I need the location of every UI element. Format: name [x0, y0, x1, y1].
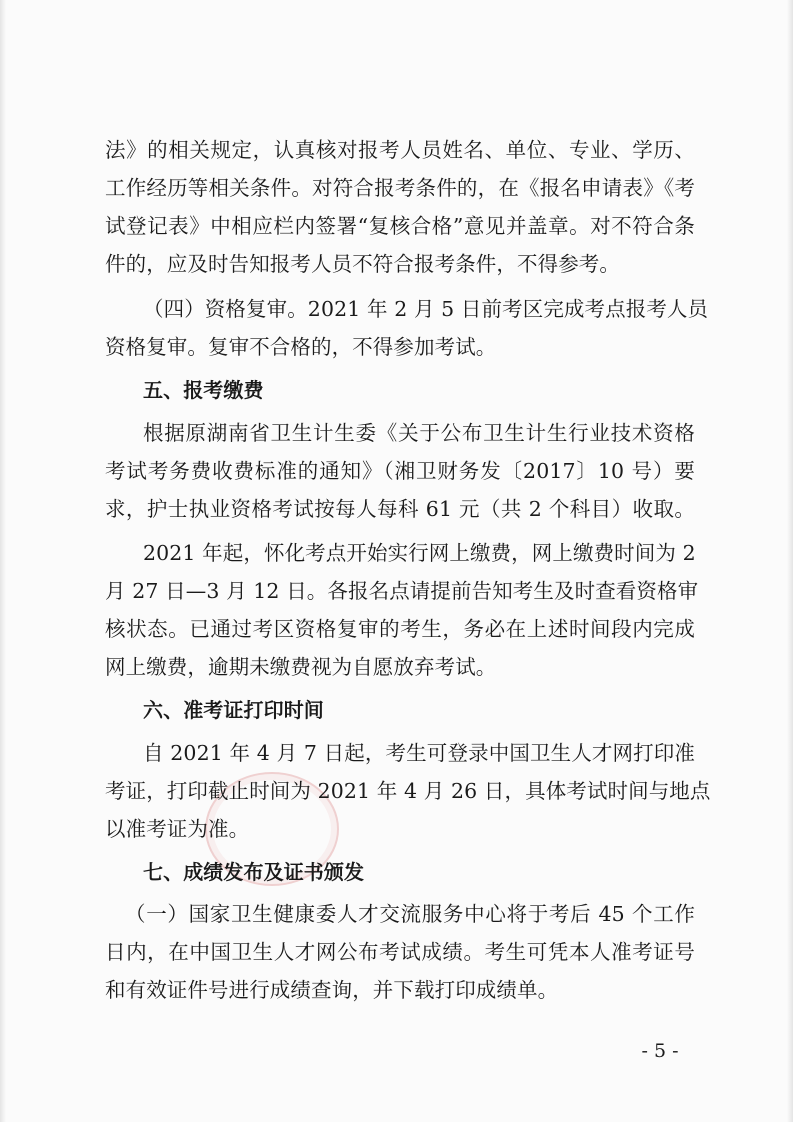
body-line: （四）资格复审。2021 年 2 月 5 日前考区完成考点报考人员 — [143, 297, 709, 321]
body-line: 求，护士执业资格考试按每人每科 61 元（共 2 个科目）收取。 — [105, 497, 695, 521]
body-line: （一）国家卫生健康委人才交流服务中心将于考后 45 个工作 — [125, 902, 695, 926]
section-heading: 七、成绩发布及证书颁发 — [143, 860, 365, 884]
scan-edge-right — [787, 0, 793, 1122]
body-line: 和有效证件号进行成绩查询，并下载打印成绩单。 — [105, 978, 559, 1002]
body-line: 法》的相关规定，认真核对报考人员姓名、单位、专业、学历、 — [105, 138, 695, 162]
body-line: 自 2021 年 4 月 7 日起，考生可登录中国卫生人才网打印准 — [143, 741, 695, 765]
page-number: - 5 - — [641, 1040, 679, 1062]
body-line: 件的，应及时告知报考人员不符合报考条件，不得参考。 — [105, 252, 620, 276]
body-line: 以准考证为准。 — [105, 817, 250, 841]
body-line: 试登记表》中相应栏内签署“复核合格”意见并盖章。对不符合条 — [105, 214, 695, 238]
scan-edge-left — [0, 0, 6, 1122]
body-line: 日内，在中国卫生人才网公布考试成绩。考生可凭本人准考证号 — [105, 940, 695, 964]
body-line: 资格复审。复审不合格的，不得参加考试。 — [105, 335, 497, 359]
body-line: 根据原湖南省卫生计生委《关于公布卫生计生行业技术资格 — [143, 421, 695, 445]
body-line: 考证，打印截止时间为 2021 年 4 月 26 日，具体考试时间与地点 — [105, 779, 711, 803]
body-line: 核状态。已通过考区资格复审的考生，务必在上述时间段内完成 — [105, 617, 695, 641]
body-line: 工作经历等相关条件。对符合报考条件的，在《报名申请表》《考 — [105, 176, 695, 200]
body-line: 2021 年起，怀化考点开始实行网上缴费，网上缴费时间为 2 — [143, 541, 696, 565]
body-line: 考试考务费收费标准的通知》（湘卫财务发〔2017〕10 号）要 — [105, 459, 695, 483]
body-line: 月 27 日—3 月 12 日。各报名点请提前告知考生及时查看资格审 — [105, 579, 699, 603]
body-line: 网上缴费，逾期未缴费视为自愿放弃考试。 — [105, 655, 497, 679]
section-heading: 五、报考缴费 — [143, 378, 264, 402]
section-heading: 六、准考证打印时间 — [143, 698, 324, 722]
